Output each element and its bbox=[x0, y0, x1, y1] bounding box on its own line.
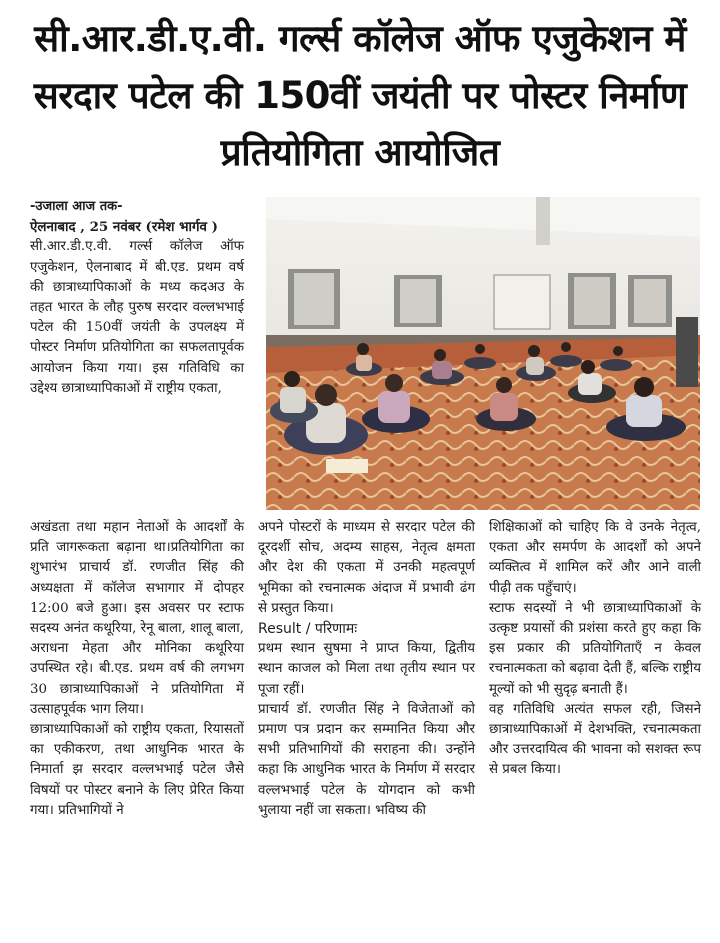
article-paragraph: प्राचार्य डॉ. रणजीत सिंह ने विजेताओं को प्रमाण पत्र प्रदान कर सम्मानित किया और सभी प्रतिभागियों की सराहना की। उन्होंने कहा कि आधुनिक भारत के निर्माण में सरदार वल्लभभाई पटेल के योगदान को कभी भुलाया नहीं जा सकता। भविष्य की bbox=[258, 701, 475, 818]
article-column-1-bottom bbox=[30, 518, 244, 821]
article-paragraph: सी.आर.डी.ए.वी. गर्ल्स कॉलेज ऑफ एजुकेशन, ऐलनाबाद में बी.एड. प्रथम वर्ष की छात्राध्यापिकाओं के मध्य कदअउ के तहत भारत के लौह पुरुष सरदार वल्लभभाई पटेल की 150वीं जयंती के उपलक्ष्य में पोस्टर निर्माण प्रतियोगिता का सफलतापूर्वक आयोजन किया गया। इस गतिविधि का उद्देश्य छात्राध्यापिकाओं में राष्ट्रीय एकता, bbox=[30, 239, 244, 396]
dateline: ऐलनाबाद , 25 नवंबर (रमेश भार्गव ) bbox=[30, 219, 219, 236]
article-paragraph: स्टाफ सदस्यों ने भी छात्राध्यापिकाओं के उत्कृष्ट प्रयासों की प्रशंसा करते हुए कहा कि इस प्रकार की प्रतियोगिताएँ न केवल रचनात्मकता को बढ़ावा देती हैं, बल्कि राष्ट्रीय मूल्यों को भी सुदृढ़ बनाती हैं। bbox=[489, 600, 701, 697]
article-paragraph: अखंडता तथा महान नेताओं के आदर्शों के प्रति जागरूकता बढ़ाना था।प्रतियोगिता का शुभारंभ प्राचार्य डॉ. रणजीत सिंह की अध्यक्षता में कॉलेज सभागार में दोपहर 12:00 बजे हुआ। इस अवसर पर स्टाफ सदस्य अनंत कथूरिया, रेनू बाला, शालू बाला, अराधना मेहता और मोनिका कथूरिया उपस्थित रहे। बी.एड. प्रथम वर्ष की लगभग 30 छात्राध्यापिकाओं ने प्रतियोगिता में उत्साहपूर्वक भाग लिया। bbox=[30, 520, 244, 717]
headline: सी.आर.डी.ए.वी. गर्ल्स कॉलेज ऑफ एजुकेशन में सरदार पटेल की 150वीं जयंती पर पोस्टर निर्माण प्रतियोगिता आयोजित bbox=[33, 17, 687, 174]
result-heading: Result / परिणामः bbox=[258, 621, 358, 638]
article-paragraph: शिक्षिकाओं को चाहिए कि वे उनके नेतृत्व, एकता और समर्पण के आदर्शों को अपने व्यक्तित्व में शामिल करें और आने वाली पीढ़ी तक पहुँचाएं। bbox=[489, 520, 701, 596]
article-column-3 bbox=[489, 518, 701, 781]
article-paragraph: प्रथम स्थान सुषमा ने प्राप्त किया, द्वितीय स्थान काजल को मिला तथा तृतीय स्थान पर पूजा रहीं। bbox=[258, 641, 475, 697]
article-column-2 bbox=[258, 518, 475, 821]
article-paragraph: वह गतिविधि अत्यंत सफल रही, जिसने छात्राध्यापिकाओं में देशभक्ति, रचनात्मकता और उत्तरदायित्व की भावना को सशक्त रूप से प्रबल किया। bbox=[489, 701, 701, 778]
article-paragraph: अपने पोस्टरों के माध्यम से सरदार पटेल की दूरदर्शी सोच, अदम्य साहस, नेतृत्व क्षमता और देश की एकता में उनकी महत्वपूर्ण भूमिका को रचनात्मक अंदाज में प्रभावी ढंग से प्रस्तुत किया। bbox=[258, 520, 475, 616]
event-photo bbox=[266, 197, 700, 510]
article-column-1-top bbox=[30, 197, 244, 399]
article-paragraph: छात्राध्यापिकाओं को राष्ट्रीय एकता, रियासतों का एकीकरण, तथा आधुनिक भारत के निमार्ता झ सरदार वल्लभभाई पटेल जैसे विषयों पर पोस्टर बनाने के लिए प्रेरित किया गया। प्रतिभागियों ने bbox=[30, 722, 244, 818]
source-line: -उजाला आज तक- bbox=[30, 199, 123, 214]
